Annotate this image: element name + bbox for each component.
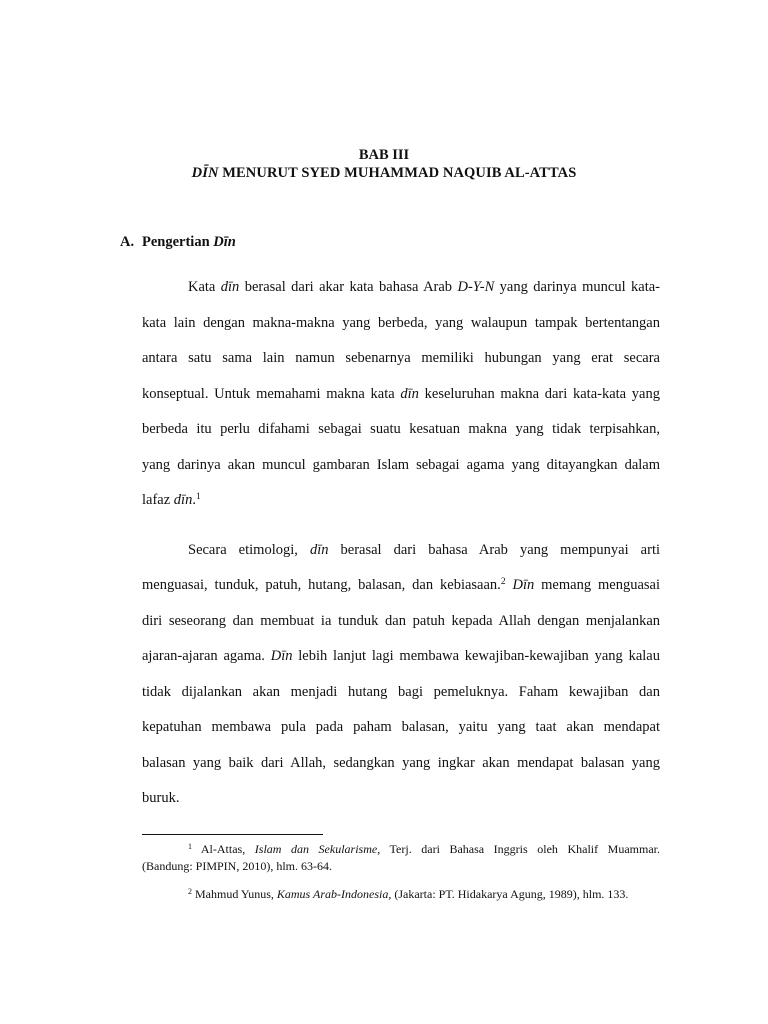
paragraph1-line3: antara satu sama lain namun sebenarnya memiliki hubungan yang erat secara [142,350,660,366]
section-number: A. [120,234,135,250]
section-title: Pengertian [142,234,214,250]
paragraph1-line7: lafaz dīn.$^1$ [142,492,201,508]
paragraph1-line1: Kata dīn berasal dari akar kata bahasa Arab D-Y-N yang darinya muncul kata- [188,279,661,295]
chapter-title-italic: DĪN [191,165,219,181]
paragraph1-line6: yang darinya akan muncul gambaran Islam sebagai agama yang ditayangkan dalam [142,457,660,473]
chapter-title [0,164,768,182]
paragraph1-line2: kata lain dengan makna-makna yang berbeda, yang walaupun tampak bertentangan [142,315,660,331]
paragraph2-line2: menguasai, tunduk, patuh, hutang, balasan, dan kebiasaan.$^2$ Dīn memang menguasai [142,577,661,593]
paragraph2-line6: kepatuhan membawa pula pada paham balasan, yaitu yang taat akan mendapat [142,719,660,735]
paragraph2-line3: diri seseorang dan membuat ia tunduk dan patuh kepada Allah dengan menjalankan [142,613,660,629]
chapter-label: BAB III [358,147,410,163]
footnote-ref-1[interactable]: 1 [195,492,201,502]
footnote-separator [142,834,323,835]
paragraph2-line5: tidak dijalankan akan menjadi hutang bagi pemeluknya. Faham kewajiban dan [142,684,660,700]
paragraph1-line4: konseptual. Untuk memahami makna kata dīn keseluruhan makna dari kata-kata yang [142,386,660,402]
chapter-title-rest: MENURUT SYED MUHAMMAD NAQUIB AL-ATTAS [218,165,577,181]
footnote-1-line1: $^1$ Al-Attas, Islam dan Sekularisme, Terj. dari Bahasa Inggris oleh Khalif Muammar. [188,842,660,856]
section-heading [120,233,236,251]
paragraph2-line8: buruk. [142,790,180,806]
footnote-2: $^2$ Mahmud Yunus, Kamus Arab-Indonesia, (Jakarta: PT. Hidakarya Agung, 1989), hlm. 133. [188,887,629,901]
section-title-italic: Dīn [213,234,236,250]
footnote-1-line2: (Bandung: PIMPIN, 2010), hlm. 63-64. [142,859,332,873]
paragraph1-line5: berbeda itu perlu difahami sebagai suatu kesatuan makna yang tidak terpisahkan, [142,421,660,437]
footnote-ref-2[interactable]: 2 [500,577,506,587]
paragraph2-line4: ajaran-ajaran agama. Dīn lebih lanjut lagi membawa kewajiban-kewajiban yang kalau [142,648,660,664]
paragraph2-line7: balasan yang baik dari Allah, sedangkan yang ingkar akan mendapat balasan yang [142,755,660,771]
paragraph2-line1: Secara etimologi, dīn berasal dari bahasa Arab yang mempunyai arti [188,542,660,558]
